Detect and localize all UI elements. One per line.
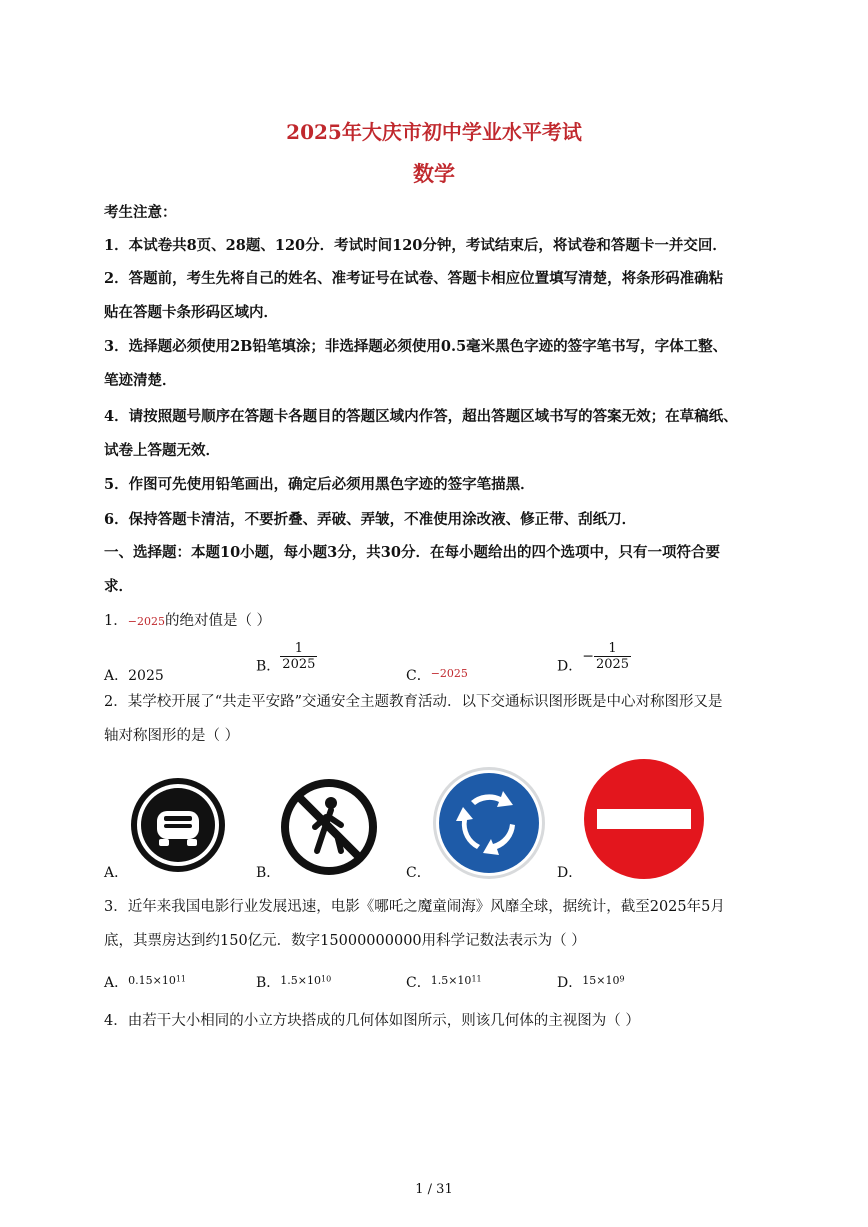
exam-title: 2025年大庆市初中学业水平考试 <box>286 120 582 144</box>
q1-option-d-sign: − <box>582 648 594 665</box>
q3-option-c-base: 1.5×10 <box>430 974 472 987</box>
q3-option-a-base: 0.15×10 <box>128 974 176 987</box>
no-motor-vehicle-sign-icon <box>128 775 228 875</box>
q1-expression: −2025 <box>127 615 165 628</box>
question-3-line1: 3．近年来我国电影行业发展迅速，电影《哪吒之魔童闹海》风靡全球，据统计，截至2025年5月 <box>104 899 725 915</box>
q1-option-b-denominator: 2025 <box>282 657 316 672</box>
q1-option-b-label: B． <box>256 658 281 675</box>
q1-option-b-fraction <box>280 641 317 672</box>
q1-prefix: 1． <box>104 613 128 629</box>
notice-item-5: 5．作图可先使用铅笔画出，确定后必须用黑色字迹的签字笔描黑． <box>104 476 535 493</box>
q1-option-b <box>256 641 317 676</box>
q1-option-b-numerator: 1 <box>280 641 317 657</box>
question-2-line2: 轴对称图形的是（ ） <box>104 728 240 744</box>
q3-option-b-base: 1.5×10 <box>280 974 322 987</box>
q1-option-d-label: D． <box>557 658 583 675</box>
q2-option-a-label: A． <box>104 865 129 881</box>
notice-item-2a: 2．答题前，考生先将自己的姓名、准考证号在试卷、答题卡相应位置填写清楚，将条形码准确粘 <box>104 270 724 287</box>
notice-item-1: 1．本试卷共8页、28题、120分．考试时间120分钟，考试结束后，将试卷和答题卡一并交回． <box>104 237 727 254</box>
q3-option-a-exponent: 11 <box>175 974 187 984</box>
notice-item-4b: 试卷上答题无效． <box>104 442 220 459</box>
no-pedestrian-sign-icon <box>279 777 379 877</box>
notice-item-4a: 4．请按照题号顺序在答题卡各题目的答题区域内作答，超出答题区域书写的答案无效；在草稿纸、 <box>104 408 738 425</box>
question-2-line1: 2．某学校开展了“共走平安路”交通安全主题教育活动．以下交通标识图形既是中心对称图形又是 <box>104 694 723 710</box>
q3-option-a-label: A． <box>104 975 129 991</box>
subject-title: 数学 <box>413 161 455 186</box>
notice-item-3b: 笔迹清楚． <box>104 372 177 389</box>
q2-option-d-label: D． <box>557 865 583 881</box>
q3-option-c-label: C． <box>406 975 431 991</box>
q3-option-a <box>104 972 186 992</box>
section1-line1: 一、选择题：本题10小题，每小题3分，共30分．在每小题给出的四个选项中，只有一项符合要 <box>104 544 720 561</box>
q3-option-d-exponent: 9 <box>619 974 625 984</box>
q1-option-d-denominator: 2025 <box>595 657 630 672</box>
q3-option-d <box>557 972 625 992</box>
q2-option-b-label: B． <box>256 865 281 881</box>
q1-option-c <box>406 665 468 685</box>
q3-option-d-label: D． <box>557 975 583 991</box>
q3-option-b-label: B． <box>256 975 281 991</box>
page-number: 1 / 31 <box>415 1182 453 1197</box>
notice-heading: 考生注意： <box>104 204 177 221</box>
q1-option-a <box>104 665 164 685</box>
q3-option-b <box>256 972 331 992</box>
q1-option-c-label: C． <box>406 668 431 684</box>
q3-option-d-base: 15×10 <box>582 974 620 987</box>
q1-option-d-fraction <box>594 641 631 672</box>
q3-option-c <box>406 972 482 992</box>
q1-option-a-label: A． <box>104 668 129 684</box>
q2-option-c-label: C． <box>406 865 431 881</box>
notice-item-2b: 贴在答题卡条形码区域内． <box>104 304 278 321</box>
q3-option-c-exponent: 11 <box>471 974 482 984</box>
notice-item-6: 6．保持答题卡清洁，不要折叠、弄破、弄皱，不准使用涂改液、修正带、刮纸刀． <box>104 511 637 528</box>
q1-suffix: 的绝对值是（ ） <box>164 613 272 629</box>
q1-option-a-value: 2025 <box>128 668 164 684</box>
roundabout-sign-icon <box>431 765 547 881</box>
q1-option-c-value: −2025 <box>430 667 468 680</box>
no-entry-sign-icon <box>583 758 705 880</box>
q1-option-d <box>557 641 631 676</box>
question-1 <box>104 611 770 632</box>
q1-option-d-numerator: 1 <box>594 641 631 657</box>
q3-option-b-exponent: 10 <box>321 974 332 984</box>
question-4-line1: 4．由若干大小相同的小立方块搭成的几何体如图所示，则该几何体的主视图为（ ） <box>104 1013 640 1029</box>
question-3-line2: 底，其票房达到约150亿元．数字15000000000用科学记数法表示为（ ） <box>104 933 586 949</box>
section1-line2: 求． <box>104 578 133 595</box>
notice-item-3a: 3．选择题必须使用2B铅笔填涂；非选择题必须使用0.5毫米黑色字迹的签字笔书写，字体工整、 <box>104 338 728 355</box>
